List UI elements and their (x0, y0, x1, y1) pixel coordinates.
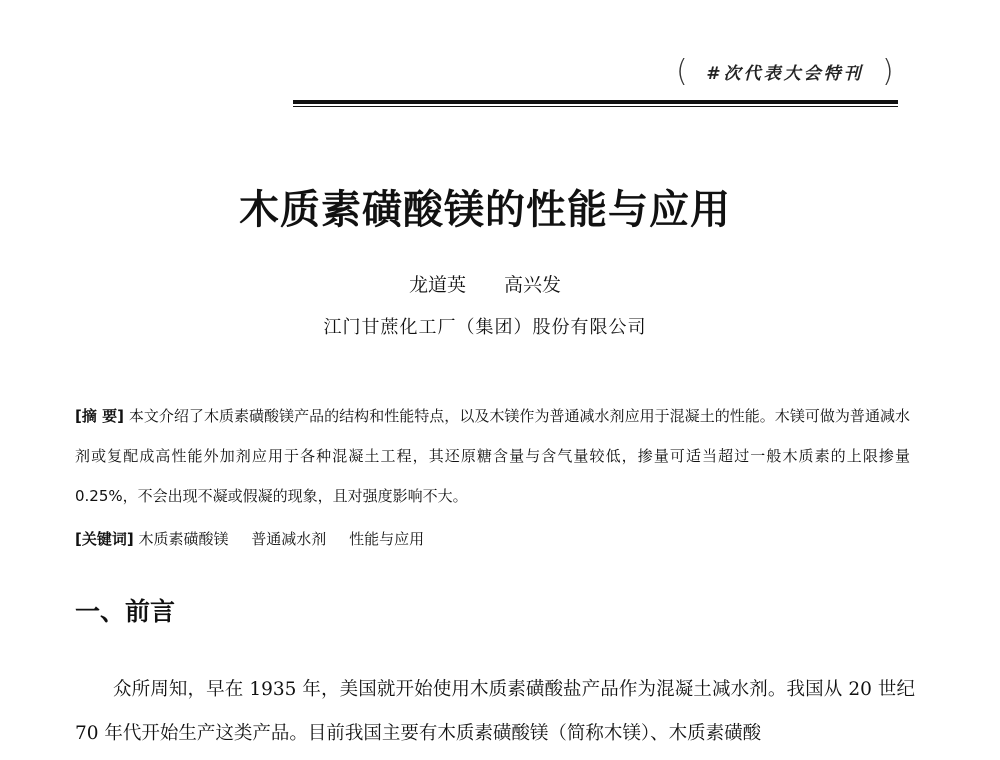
author-list (0, 270, 970, 297)
body-paragraph: 众所周知，早在 1935 年，美国就开始使用木质素磺酸盐产品作为混凝土减水剂。我国从 20 世纪 70 年代开始生产这类产品。目前我国主要有木质素磺酸镁（简称木镁）、木质素磺酸 (75, 679, 915, 744)
section-heading: 一、前言 (75, 597, 176, 626)
header-bracket-right: ) (882, 54, 894, 89)
keyword: 木质素磺酸镁 (138, 530, 229, 548)
keywords (75, 524, 910, 554)
abstract-text: 本文介绍了木质素磺酸镁产品的结构和性能特点，以及木镁作为普通减水剂应用于混凝土的性能。木镁可做为普通减水剂或复配成高性能外加剂应用于各种混凝土工程，其还原糖含量与含气量较低，掺量可适当超过一般木质素的上限掺量 0.25%，不会出现不凝或假凝的现象，且对强度影响不大。 (75, 407, 910, 505)
abstract (75, 396, 910, 516)
header-rule-thin (293, 106, 898, 107)
paper-title: 木质素磺酸镁的性能与应用 (239, 187, 731, 233)
abstract-label: [摘 要] (75, 407, 125, 425)
author-name: 龙道英 (408, 274, 466, 296)
header-tag: #次代表大会特刊 (706, 64, 864, 84)
header-rule-thick (293, 100, 898, 104)
keyword: 性能与应用 (349, 530, 425, 548)
header-bracket-left: ( (676, 54, 688, 89)
affiliation: 江门甘蔗化工厂（集团）股份有限公司 (323, 317, 647, 338)
keyword: 普通减水剂 (251, 530, 327, 548)
keywords-label: [关键词] (75, 530, 134, 548)
author-name: 高兴发 (504, 274, 562, 296)
